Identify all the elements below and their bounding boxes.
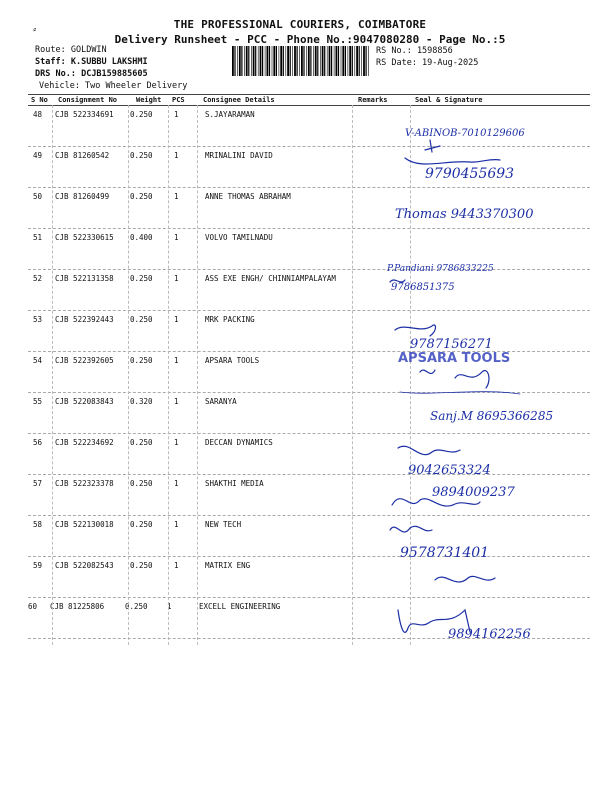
signature-stroke [420,370,489,388]
handwritten-phone: 9578731401 [400,545,490,561]
consignment-cell: CJB 522392443 [55,315,114,324]
signature-stroke [425,140,440,152]
sno-cell: 52 [33,274,43,283]
consignee-cell: EXCELL ENGINEERING [199,602,281,611]
weight-cell: 0.400 [130,233,153,242]
vehicle-line: Vehicle: Two Wheeler Delivery [39,81,188,91]
pcs-cell: 1 [167,602,172,611]
weight-cell: 0.250 [130,438,153,447]
sno-cell: 57 [33,479,43,488]
sno-cell: 51 [33,233,43,242]
consignee-cell: MATRIX ENG [205,561,251,570]
consignee-cell: S.JAYARAMAN [205,110,255,119]
consignee-cell: APSARA TOOLS [205,356,260,365]
sno-cell: 55 [33,397,43,406]
col-pcs: PCS [172,96,185,104]
signature-stroke [390,526,432,532]
pcs-cell: 1 [174,520,179,529]
consignee-cell: NEW TECH [205,520,242,529]
handwritten-signature: Thomas 9443370300 [395,207,534,222]
weight-cell: 0.250 [130,520,153,529]
consignment-cell: CJB 522392605 [55,356,114,365]
signature-stroke [395,325,436,336]
consignment-cell: CJB 81260499 [55,192,110,201]
weight-cell: 0.250 [125,602,148,611]
handwritten-signature: Sanj.M 8695366285 [430,409,554,423]
handwritten-phone: 9790455693 [425,166,515,182]
consignment-cell: CJB 522131358 [55,274,114,283]
handwritten-signature: P.Pandiani 9786833225 [387,264,494,274]
consignment-cell: CJB 522130018 [55,520,114,529]
sno-cell: 54 [33,356,43,365]
pcs-cell: 1 [174,151,179,160]
consignee-cell: MRINALINI DAVID [205,151,273,160]
consignee-cell: ASS EXE ENGH/ CHINNIAMPALAYAM [205,274,336,283]
consignee-cell: VOLVO TAMILNADU [205,233,273,242]
pcs-cell: 1 [174,110,179,119]
weight-cell: 0.250 [130,315,153,324]
sno-cell: 59 [33,561,43,570]
weight-cell: 0.320 [130,397,153,406]
weight-cell: 0.250 [130,274,153,283]
pcs-cell: 1 [174,397,179,406]
consignment-cell: CJB 522334691 [55,110,114,119]
rs-number: RS No.: 1598856 [376,46,453,56]
drs-value: DCJB159885605 [81,69,148,79]
handwritten-phone: 9042653324 [408,463,491,478]
consignment-cell: CJB 522323378 [55,479,114,488]
sno-cell: 58 [33,520,43,529]
pcs-cell: 1 [174,561,179,570]
company-stamp: APSARA TOOLS [398,351,511,366]
pcs-cell: 1 [174,356,179,365]
handwritten-phone: 9894009237 [432,485,515,500]
consignment-cell: CJB 522083843 [55,397,114,406]
pcs-cell: 1 [174,274,179,283]
signature-stroke [435,576,495,582]
consignee-cell: MRK PACKING [205,315,255,324]
col-seal-signature: Seal & Signature [415,96,483,104]
pcs-cell: 1 [174,315,179,324]
pcs-cell: 1 [174,479,179,488]
weight-cell: 0.250 [130,192,153,201]
sno-cell: 50 [33,192,43,201]
weight-cell: 0.250 [130,356,153,365]
handwritten-phone: V-ABINOB-7010129606 [405,128,525,139]
route-value: GOLDWIN [70,45,107,55]
weight-cell: 0.250 [130,151,153,160]
sno-cell: 60 [28,602,38,611]
weight-cell: 0.250 [130,561,153,570]
handwritten-phone: 9787156271 [410,337,493,352]
sno-cell: 56 [33,438,43,447]
signature-stroke [405,158,500,164]
col-weight: Weight [136,96,162,104]
route-label: Route: [35,45,66,55]
handwritten-phone: 9786851375 [391,282,455,293]
weight-cell: 0.250 [130,479,153,488]
runsheet-subtitle: Delivery Runsheet - PCC - Phone No.:9047080280 - Page No.:5 [114,33,506,46]
handwritten-phone: 9894162256 [448,627,531,642]
sno-cell: 48 [33,110,43,119]
consignment-cell: CJB 522082543 [55,561,114,570]
weight-cell: 0.250 [130,110,153,119]
consignment-cell: CJB 81225806 [50,602,105,611]
sno-cell: 53 [33,315,43,324]
corner-mark-icon: ⸗ [32,25,38,35]
consignee-cell: SHAKTHI MEDIA [205,479,264,488]
consignee-cell: DECCAN DYNAMICS [205,438,273,447]
pcs-cell: 1 [174,233,179,242]
pcs-cell: 1 [174,438,179,447]
col-consignment: Consignment No [58,96,118,104]
consignee-cell: ANNE THOMAS ABRAHAM [205,192,291,201]
signature-stroke [400,392,520,394]
drs-label: DRS No.: [35,69,76,79]
consignment-cell: CJB 81260542 [55,151,110,160]
signature-stroke [398,446,460,454]
consignment-cell: CJB 522234692 [55,438,114,447]
pcs-cell: 1 [174,192,179,201]
col-remarks: Remarks [358,96,388,104]
rs-date: RS Date: 19-Aug-2025 [376,58,479,68]
col-consignee: Consignee Details [203,96,275,104]
consignment-cell: CJB 522330615 [55,233,114,242]
consignee-cell: SARANYA [205,397,237,406]
sno-cell: 49 [33,151,43,160]
col-sno: S No [31,96,48,104]
company-title: THE PROFESSIONAL COURIERS, COIMBATORE [173,18,427,31]
staff-label: Staff: [35,57,66,67]
staff-value: K.SUBBU LAKSHMI [70,57,148,67]
